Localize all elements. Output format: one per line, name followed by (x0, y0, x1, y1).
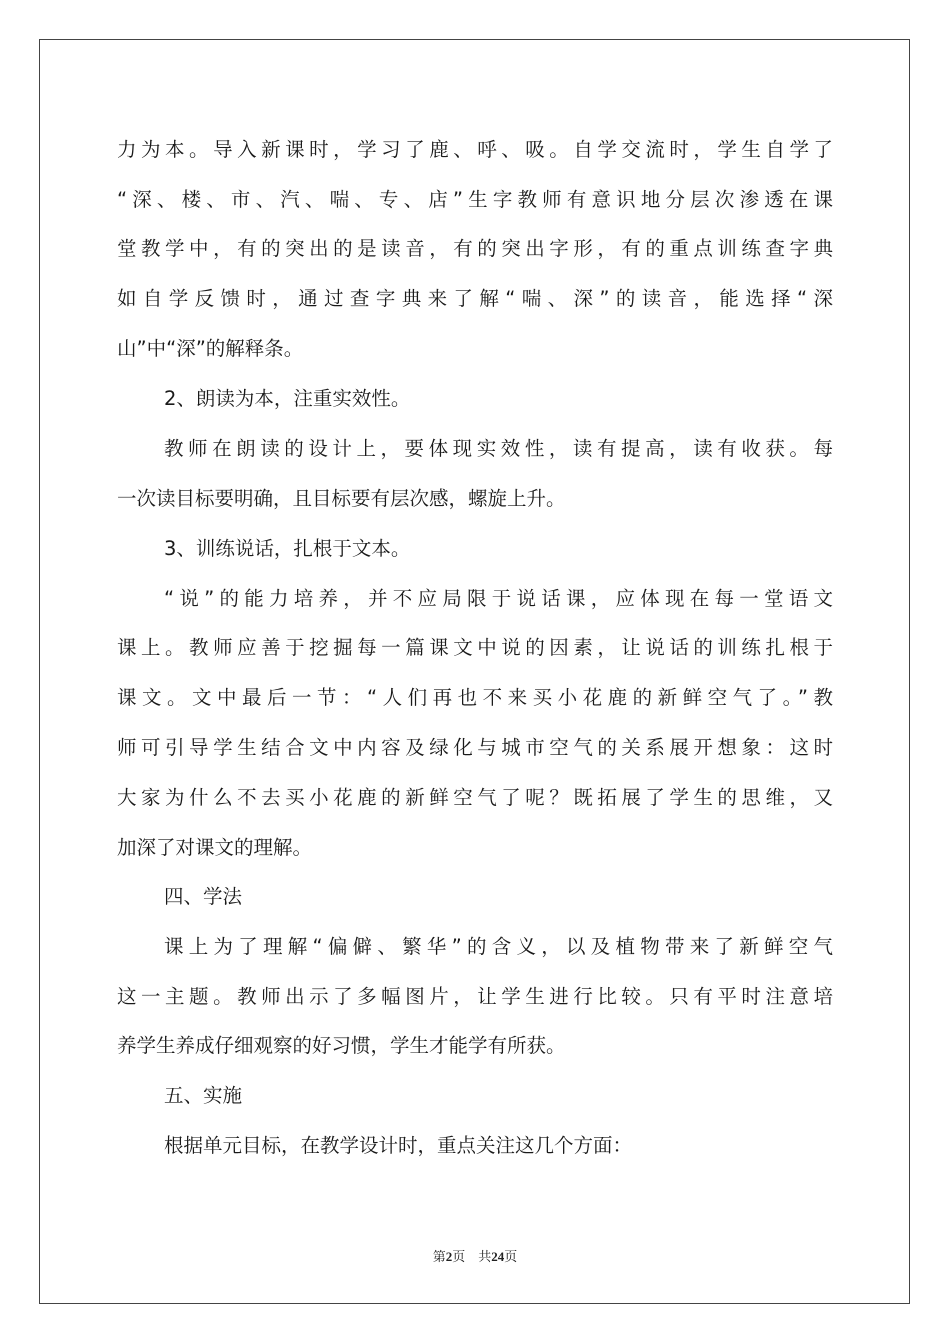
text-line: 力为本。导入新课时，学习了鹿、呼、吸。自学交流时，学生自学了 (117, 138, 833, 161)
text-line: 如自学反馈时，通过查字典来了解“喘、深”的读音，能选择“深 (117, 287, 833, 310)
text-line: 课上为了理解“偏僻、繁华”的含义，以及植物带来了新鲜空气 (164, 935, 833, 958)
footer-middle: 页 共 (452, 1249, 492, 1264)
text-line: 养学生养成仔细观察的好习惯，学生才能学有所获。 (117, 1034, 566, 1057)
text-line: 大家为什么不去买小花鹿的新鲜空气了呢？既拓展了学生的思维，又 (117, 786, 833, 809)
section-heading: 3、训练说话，扎根于文本。 (164, 537, 411, 560)
text-line: “说”的能力培养，并不应局限于说话课，应体现在每一堂语文 (164, 587, 833, 610)
footer-suffix: 页 (504, 1249, 518, 1264)
text-line: 堂教学中，有的突出的是读音，有的突出字形，有的重点训练查字典 (117, 237, 833, 260)
text-line: 师可引导学生结合文中内容及绿化与城市空气的关系展开想象：这时 (117, 736, 833, 759)
section-heading: 2、朗读为本，注重实效性。 (164, 387, 411, 410)
page-border (39, 39, 910, 1304)
text-line: 教师在朗读的设计上，要体现实效性，读有提高，读有收获。每 (164, 437, 833, 460)
text-line: “深、楼、市、汽、喘、专、店”生字教师有意识地分层次渗透在课 (117, 188, 833, 211)
total-page-number: 24 (491, 1249, 505, 1264)
text-line: 课文。文中最后一节：“人们再也不来买小花鹿的新鲜空气了。”教 (117, 686, 833, 709)
page-footer (0, 1246, 950, 1265)
text-line: 这一主题。教师出示了多幅图片，让学生进行比较。只有平时注意培 (117, 985, 833, 1008)
section-heading: 五、实施 (164, 1084, 243, 1107)
text-line: 山”中“深”的解释条。 (117, 337, 304, 360)
current-page-number: 2 (445, 1249, 453, 1264)
text-line: 课上。教师应善于挖掘每一篇课文中说的因素，让说话的训练扎根于 (117, 636, 833, 659)
text-line: 一次读目标要明确，且目标要有层次感，螺旋上升。 (117, 487, 566, 510)
text-line: 根据单元目标，在教学设计时，重点关注这几个方面： (164, 1134, 633, 1157)
section-heading: 四、学法 (164, 885, 243, 908)
text-line: 加深了对课文的理解。 (117, 836, 313, 859)
footer-prefix: 第 (432, 1249, 446, 1264)
